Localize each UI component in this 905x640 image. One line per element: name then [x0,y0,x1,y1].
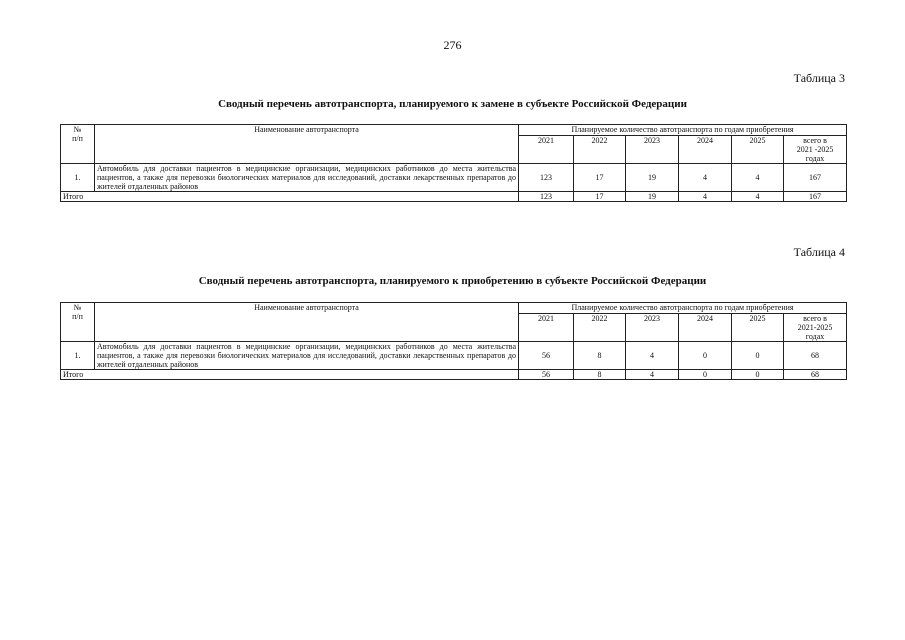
row-num: 1. [61,164,95,192]
header-num-line1: № [73,303,82,312]
total-col-line1: всего в [803,136,827,145]
table4-year-2021: 2021 [519,314,574,342]
table4-label: Таблица 4 [793,245,845,259]
row-value-total: 68 [784,342,847,370]
total-col-line2: 2021 -2025 [796,145,834,154]
total-value-2025: 4 [732,192,784,202]
table3 [60,124,847,202]
total-col-line3: годах [805,332,825,341]
total-value-2022: 8 [574,370,626,380]
table4-header-name: Наименование автотранспорта [95,303,519,342]
table4-header-planned: Планируемое количество автотранспорта по годам приобретения [519,303,847,314]
table4-year-2024: 2024 [679,314,732,342]
table4-header-row [61,303,847,314]
row-value-2021: 56 [519,342,574,370]
total-col-line2: 2021-2025 [797,323,833,332]
header-num-line2: п/п [72,312,83,321]
header-num-line2: п/п [72,134,83,143]
total-label: Итого [61,192,519,202]
row-name: Автомобиль для доставки пациентов в медицинские организации, медицинских работников до места жительства пациентов, а также для перевозки биологических материалов для исследований, доставки лекарственных препаратов до жителей отдаленных районов [95,342,519,370]
table3-header-row [61,125,847,136]
table4 [60,302,847,380]
table3-year-2024: 2024 [679,136,732,164]
row-value-2025: 0 [732,342,784,370]
table-row [61,342,847,370]
row-value-2023: 4 [626,342,679,370]
total-value-2025: 0 [732,370,784,380]
total-value-total: 68 [784,370,847,380]
row-value-2022: 8 [574,342,626,370]
table3-label: Таблица 3 [793,71,845,85]
table3-year-2023: 2023 [626,136,679,164]
row-value-total: 167 [784,164,847,192]
table3-year-2021: 2021 [519,136,574,164]
total-value-2023: 4 [626,370,679,380]
row-value-2021: 123 [519,164,574,192]
page-number: 276 [443,38,462,52]
table4-year-2025: 2025 [732,314,784,342]
table4-year-2022: 2022 [574,314,626,342]
total-value-2023: 19 [626,192,679,202]
row-value-2024: 0 [679,342,732,370]
table3-year-2022: 2022 [574,136,626,164]
total-value-2024: 4 [679,192,732,202]
table-total-row [61,370,847,380]
table-row [61,164,847,192]
row-name: Автомобиль для доставки пациентов в медицинские организации, медицинских работников до места жительства пациентов, а также для перевозки биологических материалов для исследований, доставки лекарственных препаратов до жителей отдаленных районов [95,164,519,192]
table3-header-planned: Планируемое количество автотранспорта по годам приобретения [519,125,847,136]
total-value-2024: 0 [679,370,732,380]
table4-header-total [784,314,847,342]
table4-title: Сводный перечень автотранспорта, планируемого к приобретению в субъекте Российской Федерации [198,275,707,287]
table3-year-2025: 2025 [732,136,784,164]
table3-header-name: Наименование автотранспорта [95,125,519,164]
total-value-total: 167 [784,192,847,202]
table3-header-num [61,125,95,164]
total-value-2021: 123 [519,192,574,202]
table4-header-num [61,303,95,342]
header-num-line1: № [73,125,82,134]
total-value-2021: 56 [519,370,574,380]
table3-title: Сводный перечень автотранспорта, планируемого к замене в субъекте Российской Федерации [218,98,687,110]
row-num: 1. [61,342,95,370]
table-total-row [61,192,847,202]
total-value-2022: 17 [574,192,626,202]
total-col-line1: всего в [803,314,827,323]
row-value-2025: 4 [732,164,784,192]
total-label: Итого [61,370,519,380]
row-value-2022: 17 [574,164,626,192]
row-value-2023: 19 [626,164,679,192]
table4-year-2023: 2023 [626,314,679,342]
total-col-line3: годах [805,154,825,163]
table3-header-total [784,136,847,164]
row-value-2024: 4 [679,164,732,192]
